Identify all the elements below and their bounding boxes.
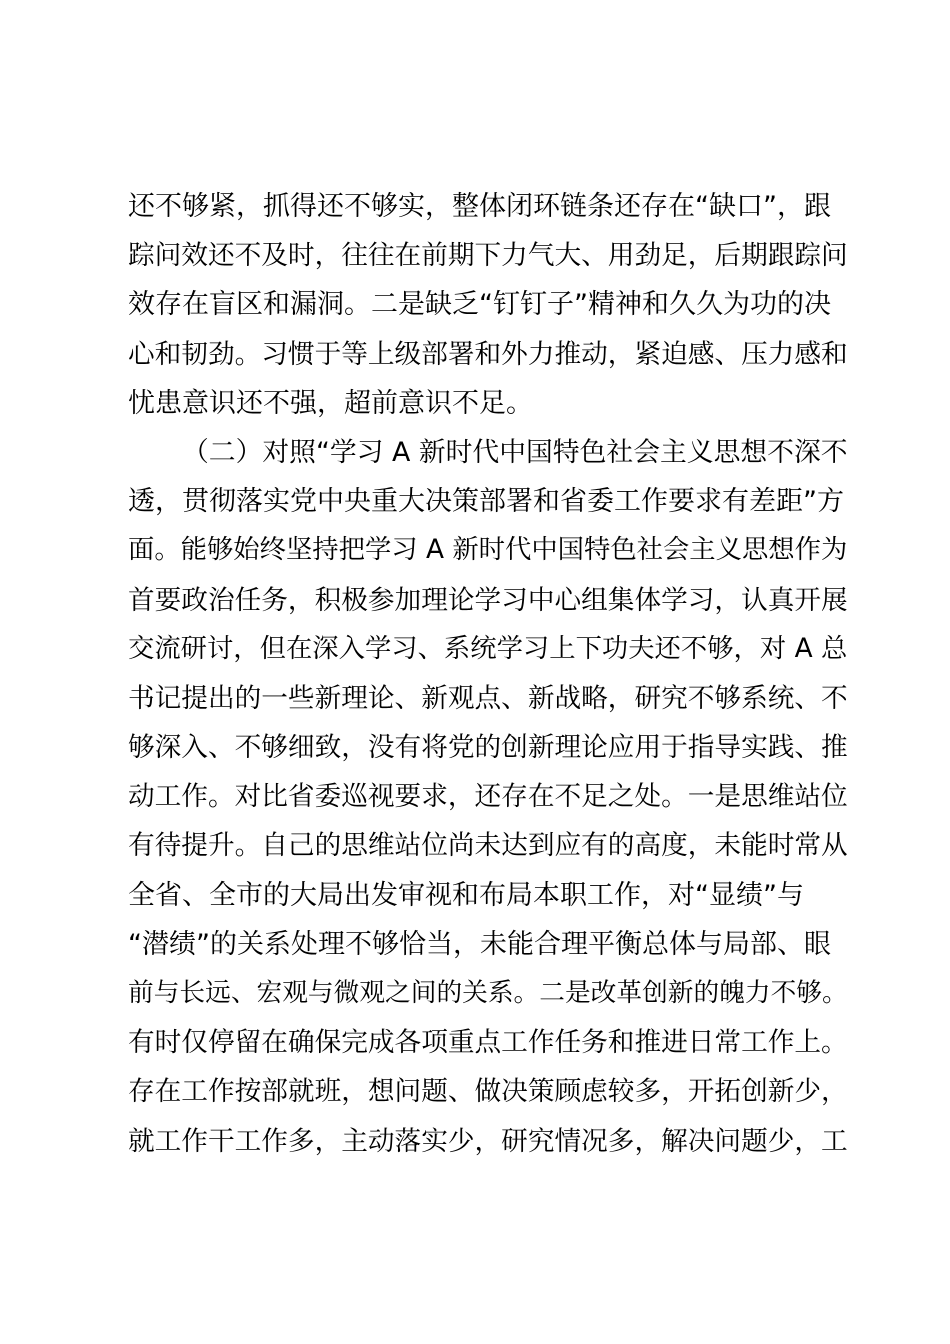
text-line: 动工作。对比省委巡视要求，还存在不足之处。一是思维站位 [128,781,848,813]
text-line: 书记提出的一些新理论、新观点、新战略，研究不够系统、不 [128,682,848,714]
text-line: 就工作干工作多，主动落实少，研究情况多，解决问题少，工 [128,1125,848,1157]
text-line: 面。能够始终坚持把学习 A 新时代中国特色社会主义思想作为 [128,535,848,566]
text-line: “潜绩”的关系处理不够恰当，未能合理平衡总体与局部、眼 [128,928,831,960]
text-line: 效存在盲区和漏洞。二是缺乏“钉钉子”精神和久久为功的决 [128,289,831,321]
text-line: 存在工作按部就班，想问题、做决策顾虑较多，开拓创新少， [128,1076,848,1108]
text-line: 前与长远、宏观与微观之间的关系。二是改革创新的魄力不够。 [128,978,848,1008]
text-line: 首要政治任务，积极参加理论学习中心组集体学习，认真开展 [128,584,848,616]
text-line: 忧患意识还不强，超前意识不足。 [128,387,533,419]
document-body [128,182,848,1166]
text-line: 有时仅停留在确保完成各项重点工作任务和推进日常工作上。 [128,1027,848,1059]
text-line: 透，贯彻落实党中央重大决策部署和省委工作要求有差距”方 [128,486,844,518]
text-line: 踪问效还不及时，往往在前期下力气大、用劲足，后期跟踪问 [128,240,848,272]
text-line: 交流研讨，但在深入学习、系统学习上下功夫还不够，对 A 总 [128,633,848,664]
text-line: 心和韧劲。习惯于等上级部署和外力推动，紧迫感、压力感和 [128,338,848,370]
text-line: 还不够紧，抓得还不够实，整体闭环链条还存在“缺口”，跟 [128,191,831,222]
section-heading-line: （二）对照“学习 A 新时代中国特色社会主义思想不深不 [182,436,848,468]
text-line: 全省、全市的大局出发审视和布局本职工作，对“显绩”与 [128,879,804,911]
text-line: 够深入、不够细致，没有将党的创新理论应用于指导实践、推 [128,732,848,764]
text-line: 有待提升。自己的思维站位尚未达到应有的高度，未能时常从 [128,830,848,862]
